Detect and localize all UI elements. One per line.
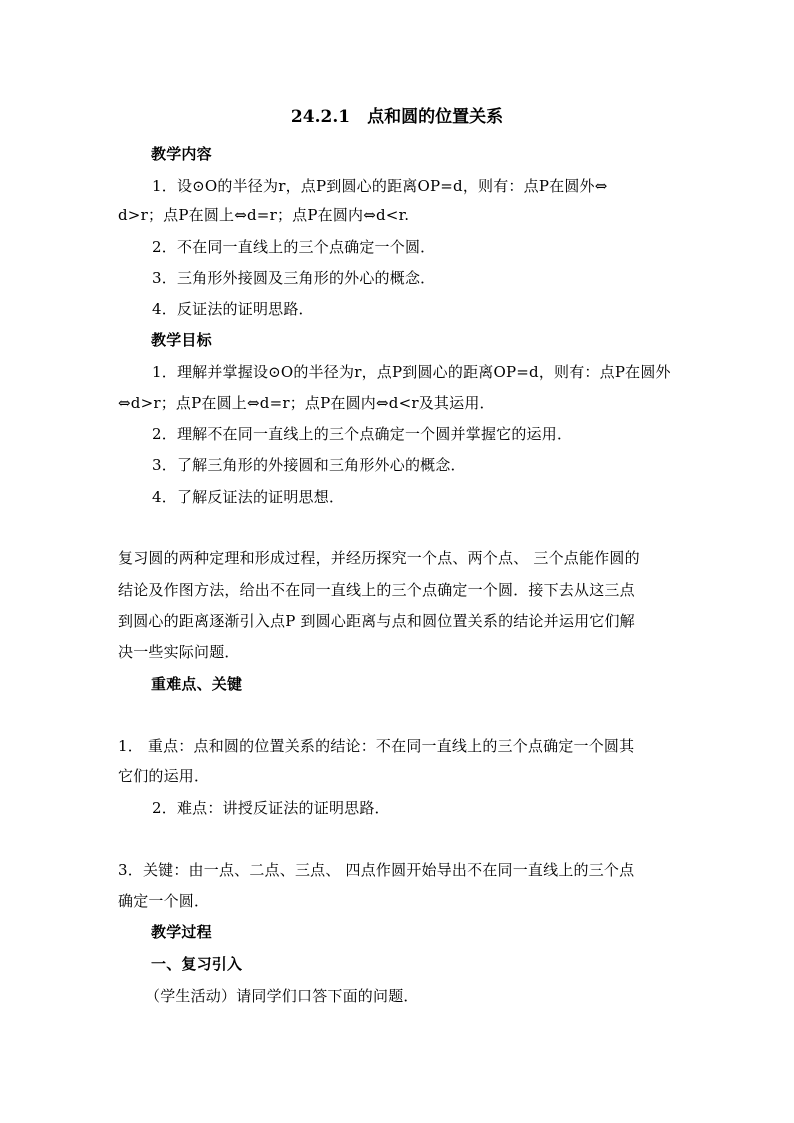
- key-points-item-2: 2．难点：讲授反证法的证明思路．: [152, 799, 390, 817]
- teaching-content-item-2: 2．不在同一直线上的三个点确定一个圆．: [152, 238, 436, 256]
- key-points-heading: 重难点、关键: [151, 675, 243, 693]
- teaching-goals-heading: 教学目标: [151, 331, 212, 349]
- key-points-item-1-line-2: 它们的运用．: [118, 767, 210, 785]
- section-review-heading: 一、复习引入: [151, 955, 243, 973]
- teaching-content-item-4: 4．反证法的证明思路．: [152, 300, 314, 318]
- paragraph-line-3: 到圆心的距离逐渐引入点P 到圆心距离与点和圆位置关系的结论并运用它们解: [118, 612, 635, 630]
- teaching-content-item-3: 3．三角形外接圆及三角形的外心的概念．: [152, 269, 436, 287]
- key-points-item-3-line-2: 确定一个圆．: [118, 892, 210, 910]
- key-points-item-1-line-1: 1． 重点：点和圆的位置关系的结论：不在同一直线上的三个点确定一个圆其: [118, 737, 635, 755]
- key-points-item-3-line-1: 3．关键：由一点、二点、三点、 四点作圆开始导出不在同一直线上的三个点: [118, 861, 635, 879]
- student-activity-line: （学生活动）请同学们口答下面的问题．: [145, 987, 419, 1005]
- teaching-goals-item-1-line-1: 1．理解并掌握设⊙O的半径为r，点P到圆心的距离OP=d，则有：点P在圆外: [152, 363, 671, 381]
- paragraph-line-4: 决一些实际问题．: [118, 643, 240, 661]
- teaching-process-heading: 教学过程: [151, 923, 212, 941]
- teaching-content-item-1-line-1: 1．设⊙O的半径为r，点P到圆心的距离OP=d，则有：点P在圆外⇔: [152, 177, 608, 195]
- teaching-goals-item-2: 2．理解不在同一直线上的三个点确定一个圆并掌握它的运用．: [152, 425, 573, 443]
- teaching-goals-item-4: 4．了解反证法的证明思想．: [152, 488, 345, 506]
- teaching-content-heading: 教学内容: [151, 145, 212, 163]
- teaching-goals-item-3: 3．了解三角形的外接圆和三角形外心的概念．: [152, 456, 466, 474]
- teaching-goals-item-1-line-2: ⇔d>r；点P在圆上⇔d=r；点P在圆内⇔d<r及其运用．: [118, 394, 495, 412]
- page-title: 24.2.1 点和圆的位置关系: [290, 107, 504, 127]
- paragraph-line-1: 复习圆的两种定理和形成过程，并经历探究一个点、两个点、 三个点能作圆的: [118, 549, 640, 567]
- teaching-content-item-1-line-2: d>r；点P在圆上⇔d=r；点P在圆内⇔d<r.: [118, 206, 410, 224]
- paragraph-line-2: 结论及作图方法，给出不在同一直线上的三个点确定一个圆．接下去从这三点: [118, 581, 635, 599]
